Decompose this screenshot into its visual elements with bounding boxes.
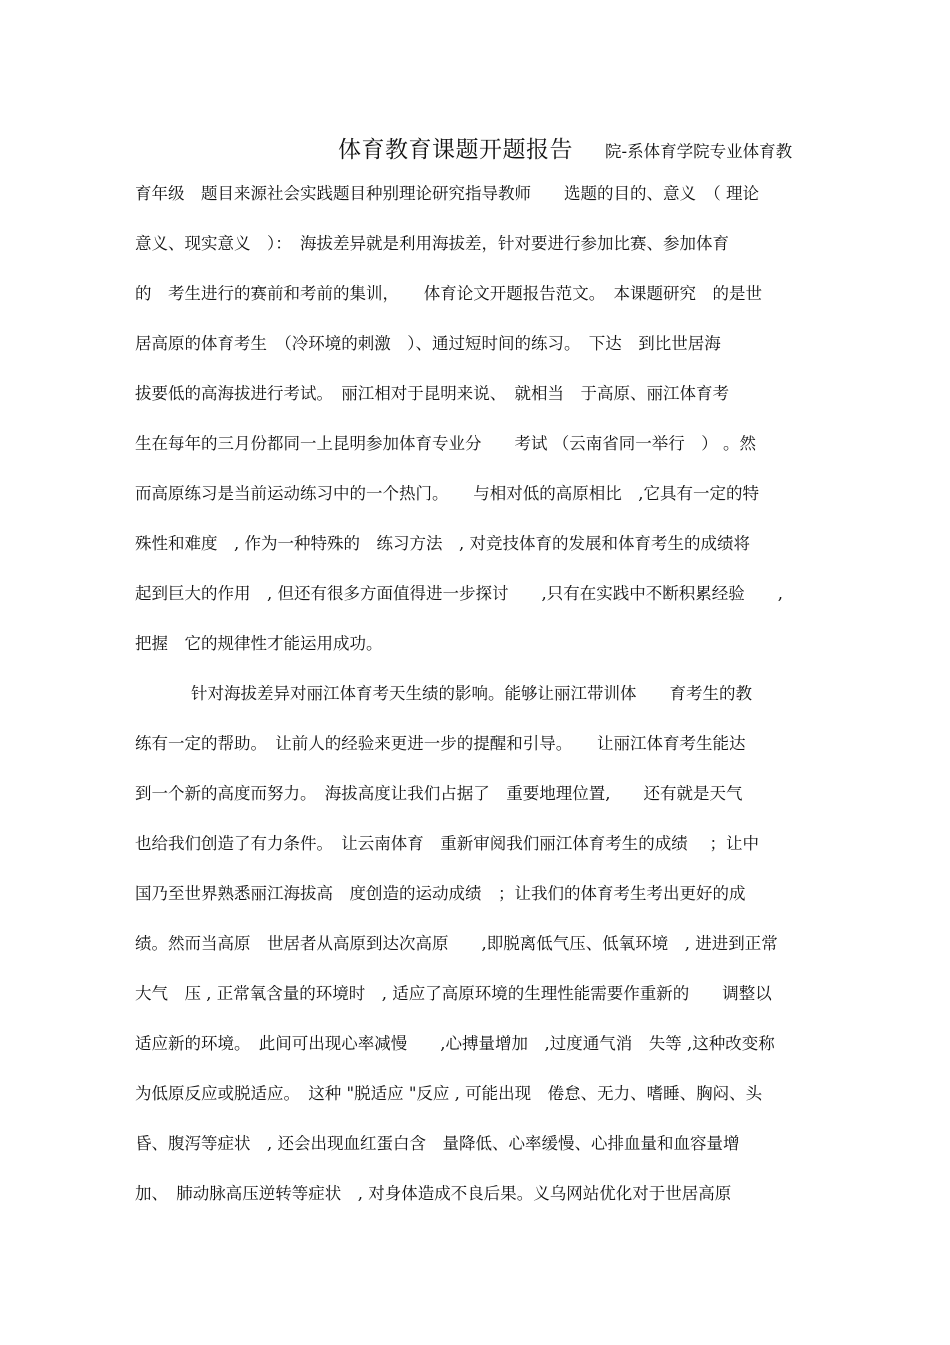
text-line: 到一个新的高度而努力。 海拔高度让我们占据了 重要地理位置, 还有就是天气 <box>135 784 743 803</box>
title-line <box>135 132 815 176</box>
text-line: 加、 肺动脉高压逆转等症状 , 对身体造成不良后果。义乌网站优化对于世居高原 <box>135 1184 732 1203</box>
text-line: 国乃至世界熟悉丽江海拔高 度创造的运动成绩 ；让我们的体育考生考出更好的成 <box>135 884 746 903</box>
text-line: 的 考生进行的赛前和考前的集训， 体育论文开题报告范文。 本课题研究 的是世 <box>135 284 762 303</box>
document-title: 体育教育课题开题报告 <box>338 137 573 163</box>
text-line: 育年级 题目来源社会实践题目种别理论研究指导教师 选题的目的、意义 （ 理论 <box>135 184 759 203</box>
paragraph-2 <box>135 676 815 1226</box>
text-line: 也给我们创造了有力条件。 让云南体育 重新审阅我们丽江体育考生的成绩 ；让中 <box>135 834 759 853</box>
text-line: 生在每年的三月份都同一上昆明参加体育专业分 考试 （云南省同一举行 ） 。然 <box>135 434 756 453</box>
text-line: 意义、现实意义 ）： 海拔差异就是利用海拔差，针对要进行参加比赛、参加体育 <box>135 234 729 253</box>
text-line: 拔要低的高海拔进行考试。 丽江相对于昆明来说、 就相当 于高原、丽江体育考 <box>135 384 729 403</box>
text-line: 适应新的环境。 此间可出现心率减慢 ,心搏量增加 ,过度通气消 失等 ,这种改变称 <box>135 1034 775 1053</box>
text-line: 居高原的体育考生 （冷环境的刺激 ）、通过短时间的练习。 下达 到比世居海 <box>135 334 721 353</box>
text-line: 为低原反应或脱适应。 这种 "脱适应 "反应 , 可能出现 倦怠、无力、嗜睡、胸闷、头 <box>135 1084 763 1103</box>
text-line: 练有一定的帮助。 让前人的经验来更进一步的提醒和引导。 让丽江体育考生能达 <box>135 734 746 753</box>
text-line: 殊性和难度 , 作为一种特殊的 练习方法 , 对竞技体育的发展和体育考生的成绩将 <box>135 534 750 553</box>
title-continuation-text: 院-系体育学院专业体育教 <box>605 142 793 161</box>
document-body <box>135 132 815 1226</box>
text-line: 把握 它的规律性才能运用成功。 <box>135 634 383 653</box>
text-line: 针对海拔差异对丽江体育考天生绩的影响。能够让丽江带训体 育考生的教 <box>191 684 752 703</box>
paragraph-1 <box>135 176 815 676</box>
text-line: 而高原练习是当前运动练习中的一个热门。 与相对低的高原相比 ,它具有一定的特 <box>135 484 759 503</box>
text-line: 昏、腹泻等症状 , 还会出现血红蛋白含 量降低、心率缓慢、心排血量和血容量增 <box>135 1134 740 1153</box>
text-line: 大气 压 , 正常氧含量的环境时 , 适应了高原环境的生理性能需要作重新的 调整以 <box>135 984 772 1003</box>
text-line: 起到巨大的作用 , 但还有很多方面值得进一步探讨 ,只有在实践中不断积累经验 , <box>135 584 783 603</box>
text-line: 绩。然而当高原 世居者从高原到达次高原 ,即脱离低气压、低氧环境 , 进进到正常 <box>135 934 778 953</box>
